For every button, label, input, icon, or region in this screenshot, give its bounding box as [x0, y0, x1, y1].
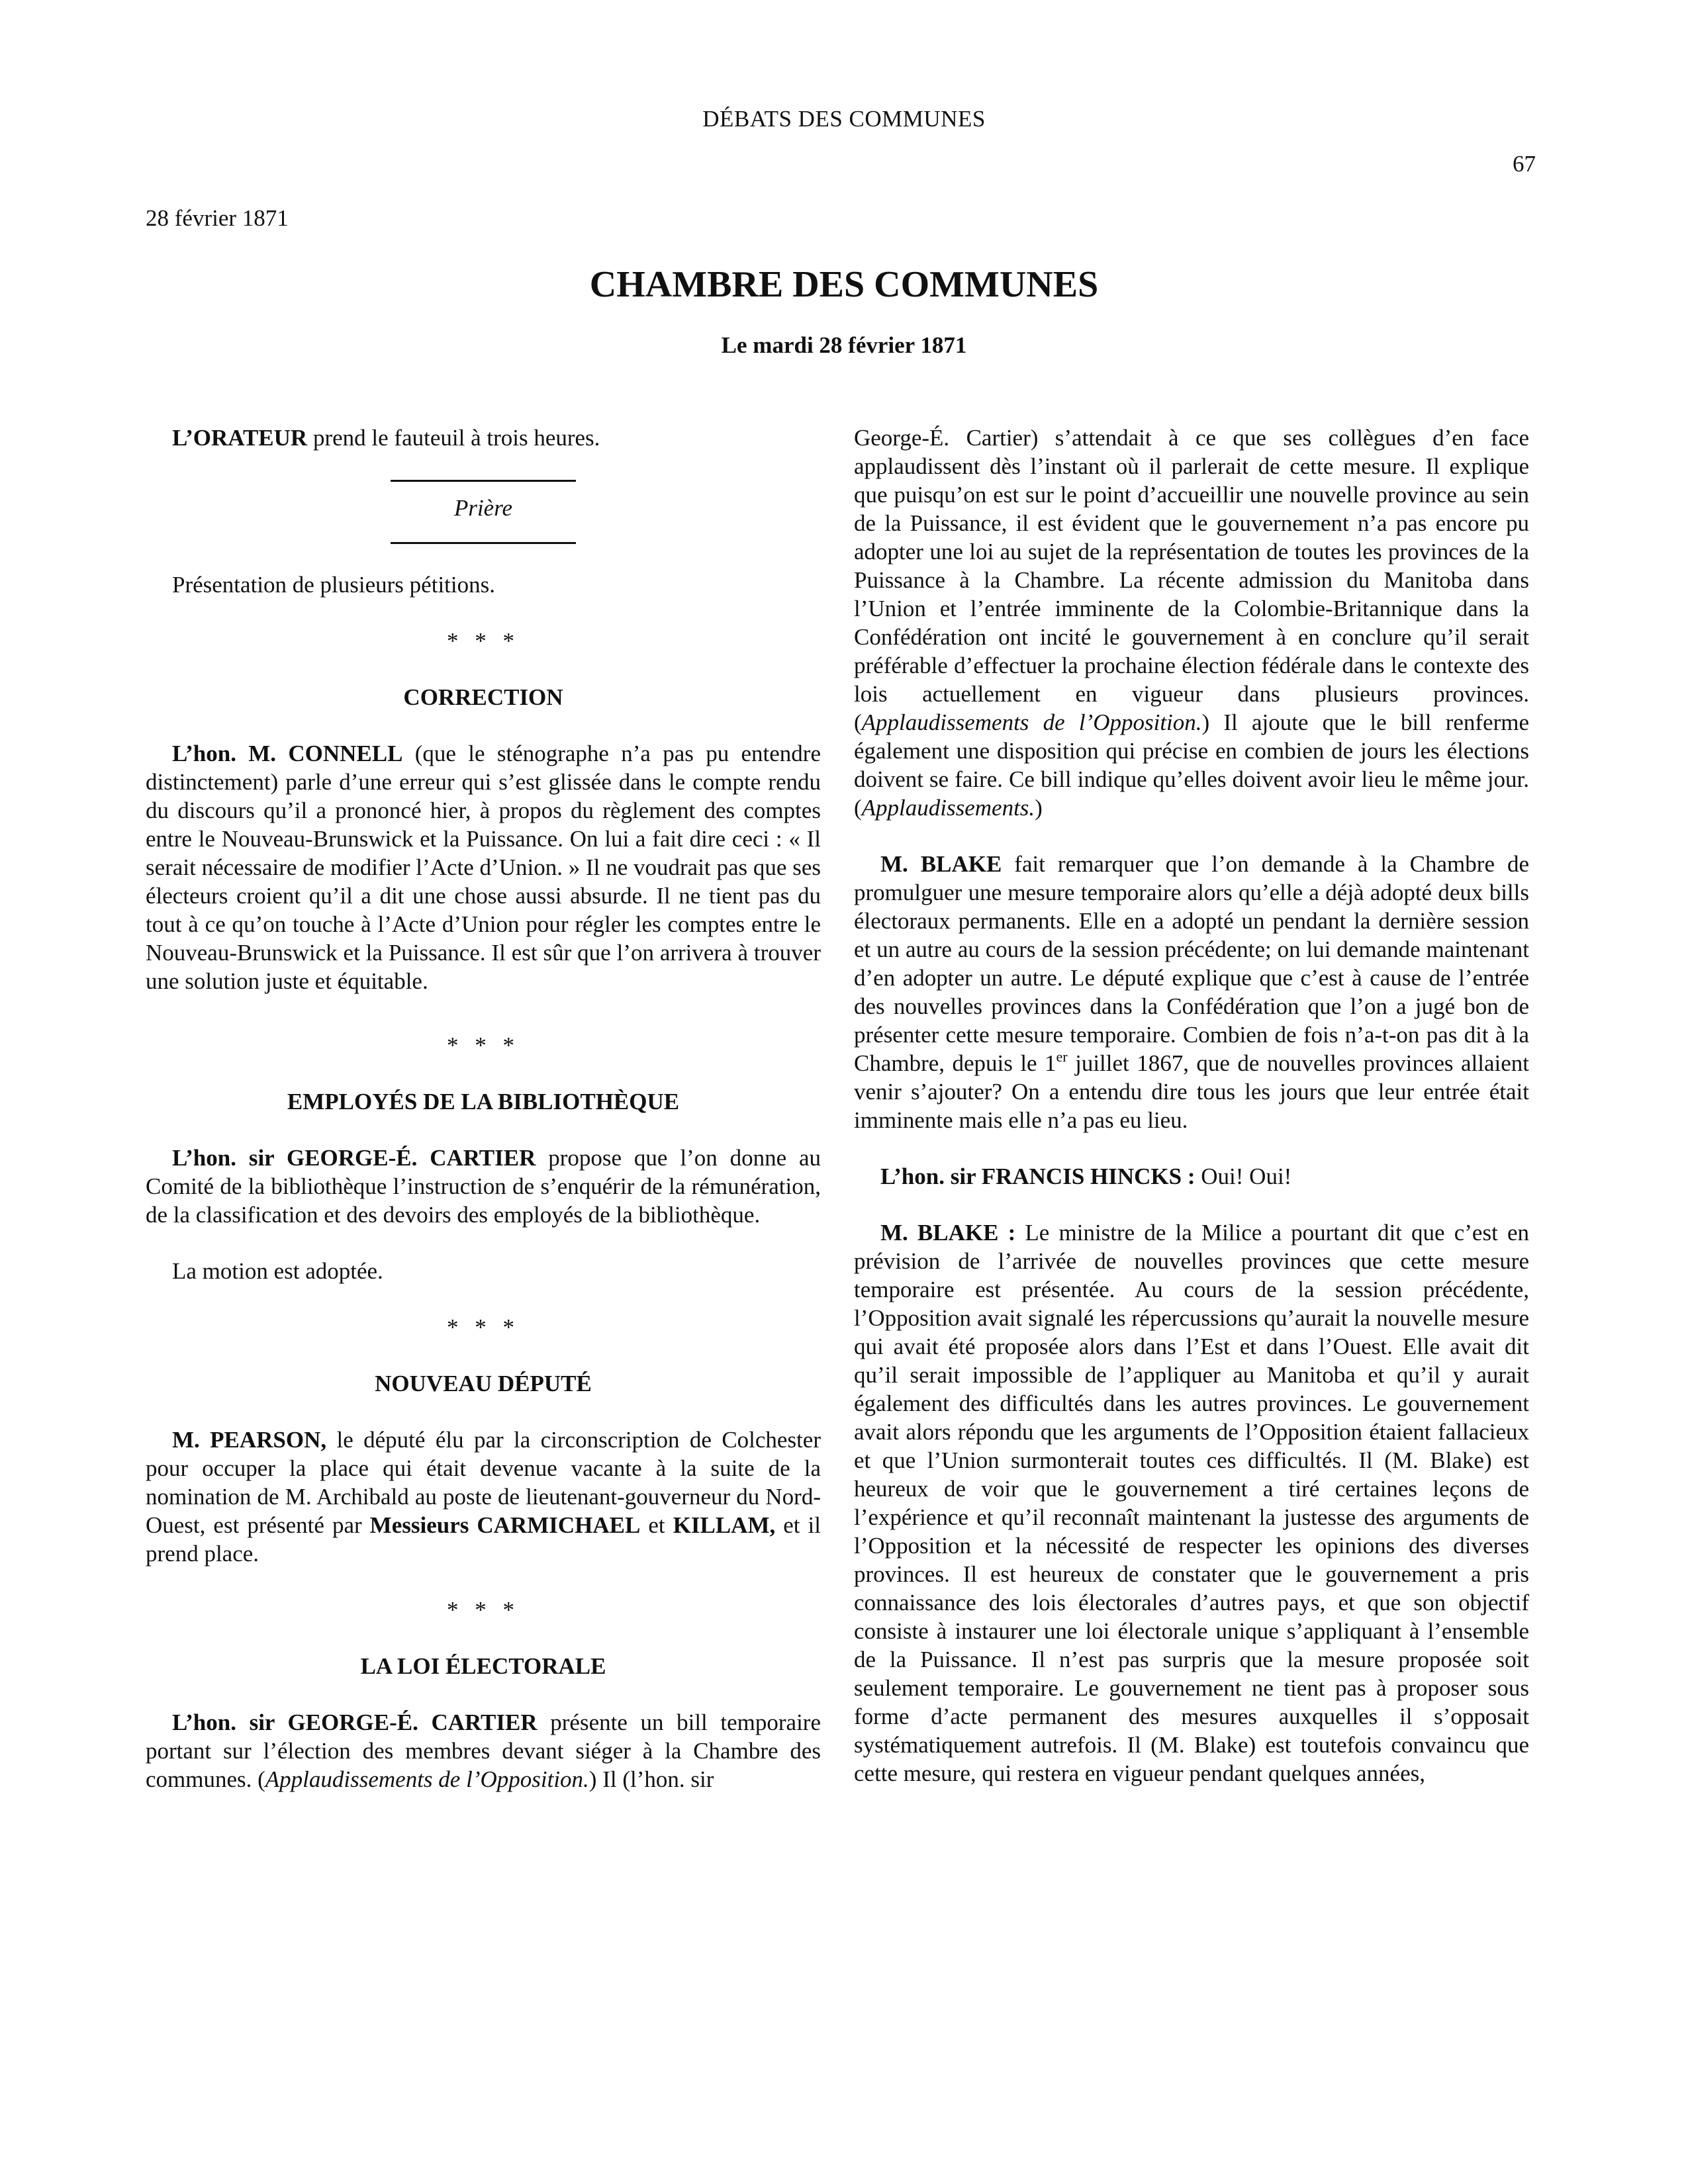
right-column: [854, 424, 1529, 1788]
page-date: 28 février 1871: [146, 205, 289, 231]
motion-adopted: La motion est adoptée.: [172, 1258, 383, 1284]
heading-correction: CORRECTION: [403, 684, 563, 710]
connell-paragraph: L’hon. M. CONNELL (que le sténographe n’a pas pu entendre distinctement) parle d’une erreur qui s’est glissée dans le compte rendu du discours qu’il a prononcé hier, à propos du règlement des comptes entre le Nouveau-Brunswick et la Puissance. On lui a fait dire ceci : « Il serait nécessaire de modifier l’Acte d’Union. » Il ne voudrait pas que ses électeurs croient qu’il a dit une chose aussi absurde. Il ne tient pas du tout à ce qu’on touche à l’Acte d’Union pour régler les comptes entre le Nouveau-Brunswick et la Puissance. Il est sûr que l’on arrivera à trouver une solution juste et équitable.: [146, 741, 821, 994]
prayer-label: Prière: [453, 495, 513, 521]
cartier-library-paragraph: L’hon. sir GEORGE-É. CARTIER propose que l’on donne au Comité de la bibliothèque l’instruction de s’enquérir de la rémunération, de la classification et des devoirs des employés de la bibliothèque.: [146, 1145, 821, 1228]
cartier-continued-paragraph: George-É. Cartier) s’attendait à ce que ses collègues d’en face applaudissent dès l’instant où il parlerait de cette mesure. Il explique que puisqu’on est sur le point d’accueillir une nouvelle province au sein de la Puissance, il est évident que le gouvernement n’a pas encore pu adopter une loi au sujet de la représentation de toutes les provinces de la Puissance à la Chambre. La récente admission du Manitoba dans l’Union et l’entrée imminente de la Colombie-Britannique dans la Confédération ont incité le gouvernement à en conclure qu’il serait préférable d’effectuer la prochaine élection fédérale dans le contexte des lois actuellement en vigueur dans plusieurs provinces. (Applaudissements de l’Opposition.) Il ajoute que le bill renferme également une disposition qui précise en combien de jours les élections doivent se faire. Ce bill indique qu’elles doivent avoir lieu le même jour. (Applaudissements.): [854, 425, 1529, 821]
blake-first-paragraph: M. BLAKE fait remarquer que l’on demande à la Chambre de promulguer une mesure temporaire alors qu’elle a déjà adopté deux bills électoraux permanents. Elle en a adopté un pendant la dernière session et un autre au cours de la session précédente; on lui demande maintenant d’en adopter un autre. Le député explique que c’est à cause de l’entrée des nouvelles provinces dans la Confédération que l’on a jugé bon de présenter cette mesure temporaire. Combien de fois n’a-t-on pas dit à la Chambre, depuis le 1er juillet 1867, que de nouvelles provinces allaient venir s’ajouter? On a entendu dire tous les jours que leur entrée était imminente mais elle n’a pas eu lieu.: [854, 851, 1529, 1133]
page-title: CHAMBRE DES COMMUNES: [589, 264, 1099, 305]
cartier-bill-paragraph: L’hon. sir GEORGE-É. CARTIER présente un bill temporaire portant sur l’élection des membres devant siéger à la Chambre des communes. (Applaudissements de l’Opposition.) Il (l’hon. sir: [146, 1709, 821, 1792]
heading-new-member: NOUVEAU DÉPUTÉ: [375, 1371, 592, 1396]
hincks-paragraph: L’hon. sir FRANCIS HINCKS : Oui! Oui!: [880, 1163, 1292, 1189]
prayer-rule-top: [391, 480, 576, 482]
section-separator: * * *: [447, 1314, 520, 1340]
page-subtitle: Le mardi 28 février 1871: [721, 332, 967, 358]
prayer-rule-bottom: [391, 542, 576, 544]
petitions-paragraph: Présentation de plusieurs pétitions.: [172, 572, 495, 598]
section-separator: * * *: [447, 1032, 520, 1058]
section-separator: * * *: [447, 628, 520, 654]
heading-library: EMPLOYÉS DE LA BIBLIOTHÈQUE: [287, 1089, 680, 1115]
pearson-paragraph: M. PEARSON, le député élu par la circonscription de Colchester pour occuper la place qui était devenue vacante à la suite de la nomination de M. Archibald au poste de lieutenant-gouverneur du Nord-Ouest, est présenté par Messieurs CARMICHAEL et KILLAM, et il prend place.: [146, 1427, 821, 1567]
running-header: DÉBATS DES COMMUNES: [702, 106, 986, 132]
speaker-name: L’ORATEUR: [172, 425, 308, 451]
heading-electoral-law: LA LOI ÉLECTORALE: [360, 1653, 606, 1679]
section-separator: * * *: [447, 1597, 520, 1623]
blake-second-paragraph: M. BLAKE : Le ministre de la Milice a pourtant dit que c’est en prévision de l’arrivée de nouvelles provinces que cette mesure temporaire est présentée. Au cours de la session précédente, l’Opposition avait signalé les répercussions qu’aurait la nouvelle mesure qui avait été proposée alors dans l’Est et dans l’Ouest. Elle avait dit qu’il serait impossible de l’appliquer au Manitoba et qu’il y aurait également des difficultés dans les autres provinces. Le gouvernement avait alors répondu que les arguments de l’Opposition étaient fallacieux et que l’Union surmonterait toutes ces difficultés. Il (M. Blake) est heureux de voir que le gouvernement a tiré certaines leçons de l’expérience et qu’il reconnaît maintenant la justesse des arguments de l’Opposition et la nécessité de respecter les opinions des diverses provinces. Il est heureux de constater que le gouvernement a pris connaissance des lois électorales d’autres pays, et que son objectif consiste à instaurer une loi électorale unique s’appliquant à l’ensemble de la Puissance. Il n’est pas surpris que la mesure proposée soit seulement temporaire. Le gouvernement ne tient pas à proposer sous forme d’acte permanent des mesures auxquelles il s’opposait systématiquement autrefois. Il (M. Blake) est toutefois convaincu que cette mesure, qui restera en vigueur pendant quelques années,: [854, 1220, 1529, 1786]
page-number: 67: [1513, 151, 1536, 177]
speaker-paragraph: L’ORATEUR prend le fauteuil à trois heures.: [172, 425, 600, 451]
left-column: [146, 424, 821, 1794]
